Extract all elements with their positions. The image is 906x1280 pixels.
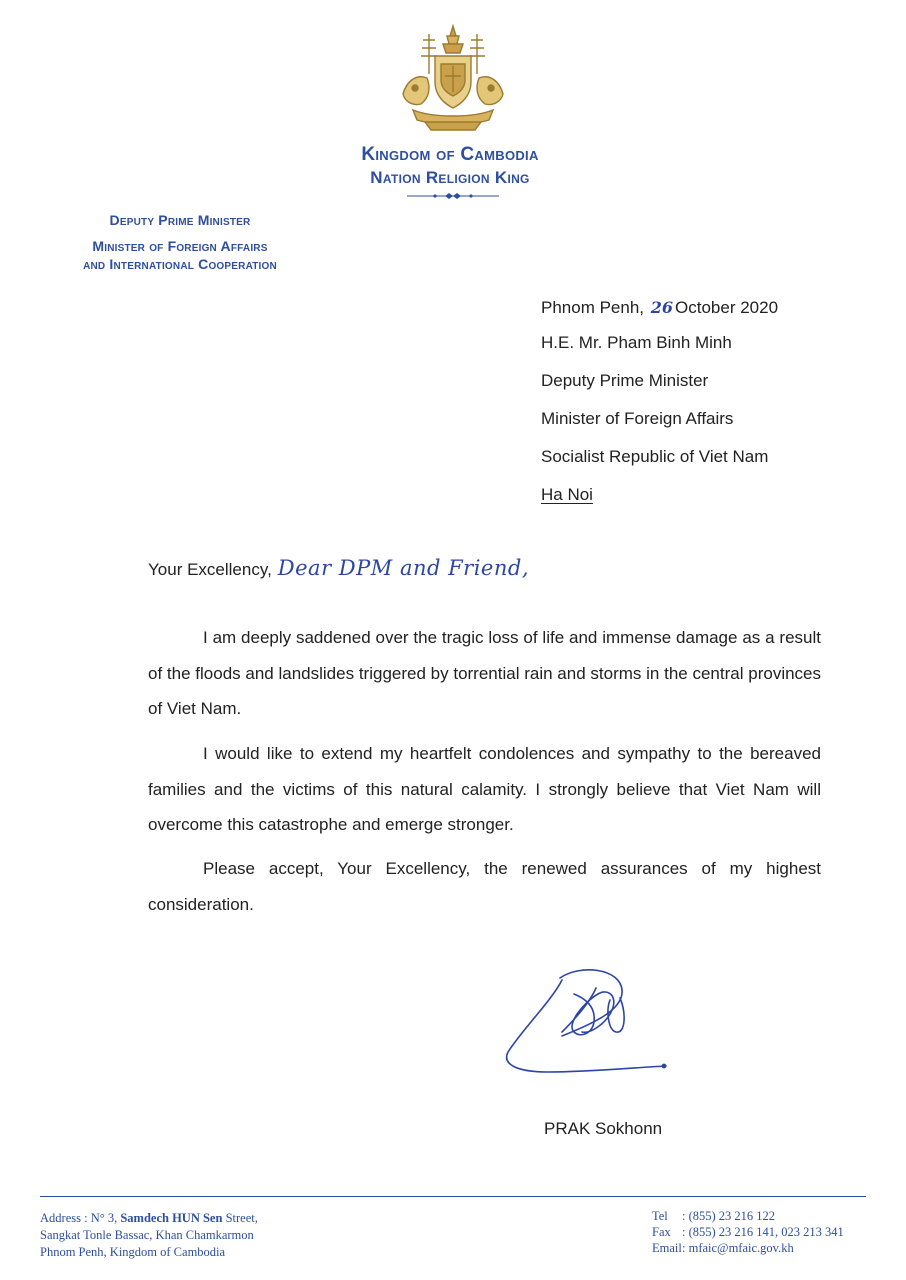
- national-motto: Nation Religion King: [370, 168, 530, 187]
- sender-title-cooperation: and International Cooperation: [83, 256, 277, 272]
- recipient-name: H.E. Mr. Pham Binh Minh: [541, 333, 732, 352]
- dateline-month-year: October 2020: [675, 298, 779, 317]
- salutation-handwritten: Dear DPM and Friend,: [277, 556, 529, 580]
- dateline: [541, 298, 778, 318]
- footer-address: [40, 1210, 258, 1261]
- footer-email-label: Email: [652, 1241, 682, 1255]
- footer-address-line2: Sangkat Tonle Bassac, Khan Chamkarmon: [40, 1228, 254, 1242]
- handwritten-signature: [500, 958, 680, 1078]
- footer-email[interactable]: : mfaic@mfaic.gov.kh: [682, 1241, 794, 1255]
- body-paragraph-2: I would like to extend my heartfelt condolences and sympathy to the bereaved families and the victims of this natural calamity. I strongly believe that Viet Nam will overcome this catastrophe and emerge stronger.: [148, 744, 821, 834]
- recipient-city: Ha Noi: [541, 485, 593, 504]
- footer-tel-label: Tel: [652, 1209, 668, 1223]
- footer-address-street: Samdech HUN Sen: [120, 1211, 223, 1225]
- footer-fax: : (855) 23 216 141, 023 213 341: [682, 1225, 844, 1239]
- dateline-place: Phnom Penh,: [541, 298, 645, 317]
- sender-title-minister: Minister of Foreign Affairs: [92, 238, 268, 254]
- recipient-country: Socialist Republic of Viet Nam: [541, 447, 769, 466]
- footer-address-street-suffix: Street,: [225, 1211, 258, 1225]
- body-paragraph-1: I am deeply saddened over the tragic loss of life and immense damage as a result of the floods and landslides triggered by torrential rain and storms in the central provinces of Viet Nam.: [148, 628, 821, 718]
- recipient-title-deputy-pm: Deputy Prime Minister: [541, 371, 709, 390]
- signer-name: PRAK Sokhonn: [544, 1119, 663, 1138]
- royal-arms-emblem-icon: [395, 24, 511, 132]
- footer-tel: : (855) 23 216 122: [682, 1209, 776, 1223]
- salutation: [148, 556, 529, 580]
- sender-title-deputy-pm: Deputy Prime Minister: [109, 212, 251, 228]
- dateline-day-handwritten: 26: [650, 298, 674, 317]
- footer-address-label: Address : N° 3,: [40, 1211, 118, 1225]
- footer-fax-label: Fax: [652, 1225, 671, 1239]
- footer-divider: [40, 1196, 866, 1197]
- footer-address-line3: Phnom Penh, Kingdom of Cambodia: [40, 1245, 226, 1259]
- divider-ornament-icon: [405, 191, 501, 201]
- footer-contacts: [652, 1208, 844, 1256]
- salutation-printed: Your Excellency,: [148, 560, 272, 579]
- recipient-title-minister: Minister of Foreign Affairs: [541, 409, 734, 428]
- kingdom-title: Kingdom of Cambodia: [361, 144, 539, 165]
- body-paragraph-3: Please accept, Your Excellency, the renewed assurances of my highest consideration.: [148, 859, 821, 914]
